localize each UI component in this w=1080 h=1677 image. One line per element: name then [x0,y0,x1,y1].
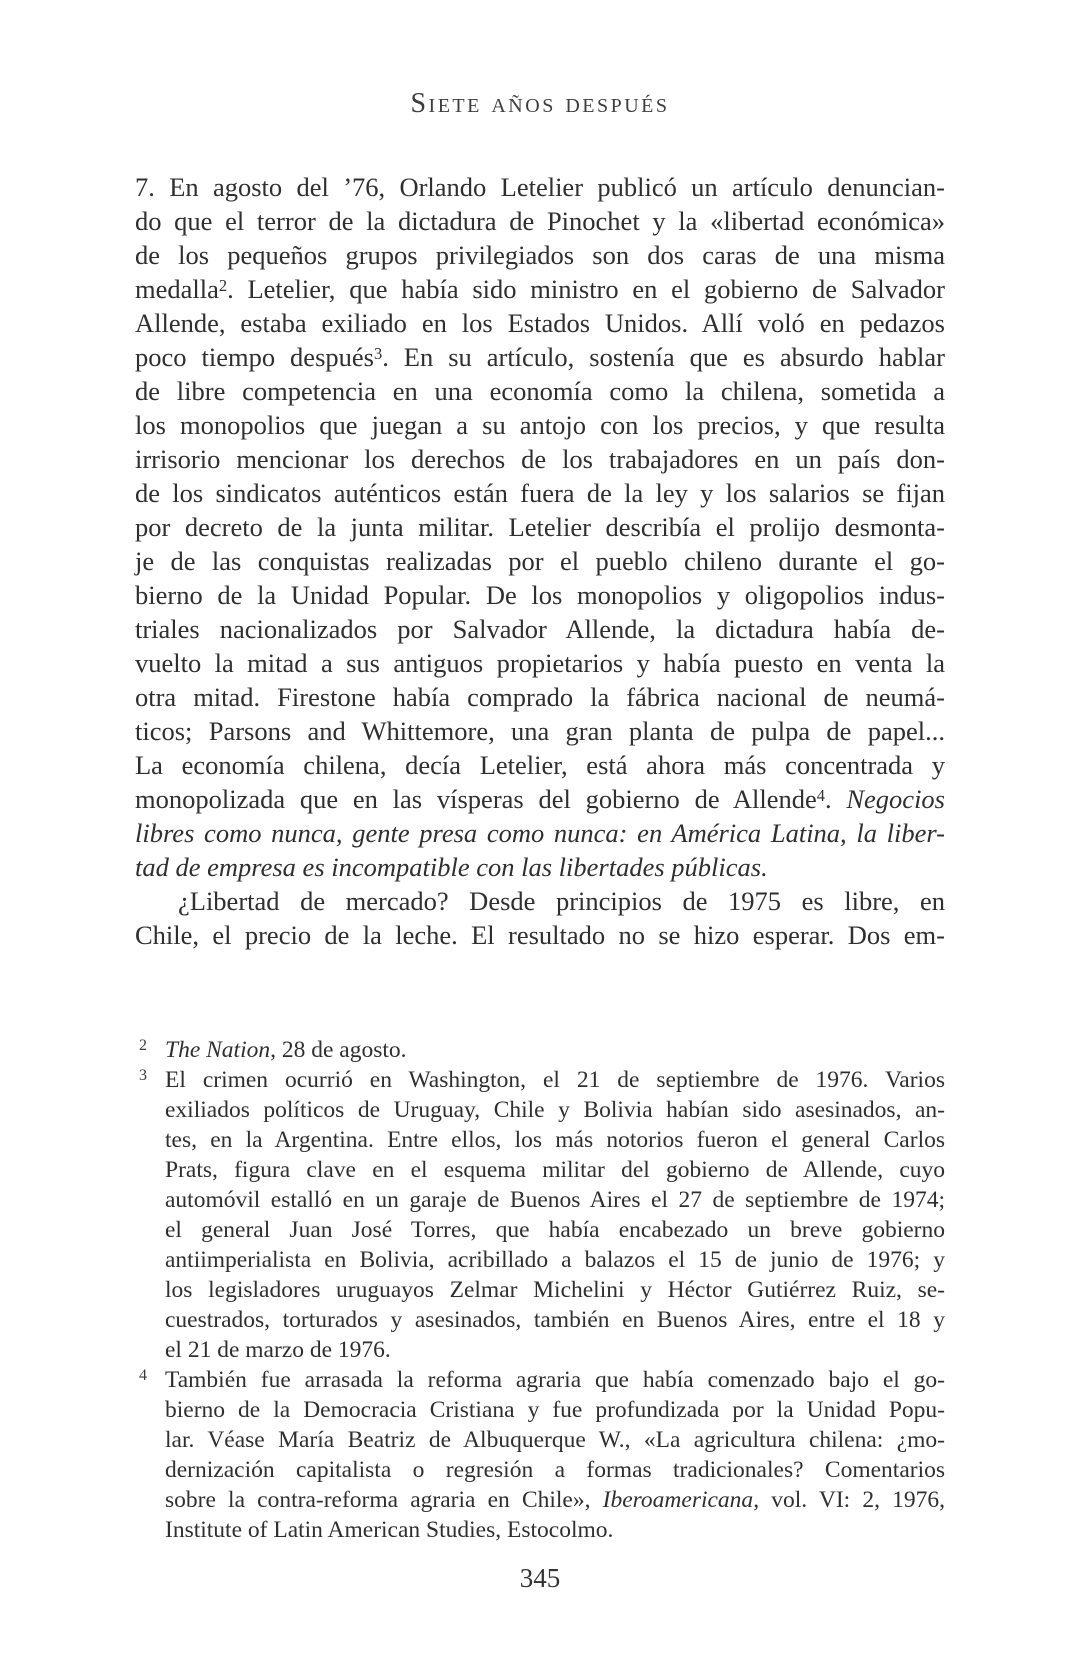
body-line: de los pequeños grupos privilegiados son dos caras de una misma [135,240,945,270]
body-line: irrisorio mencionar los derechos de los trabajadores en un país don- [135,444,945,474]
footnote-4 [135,1365,945,1545]
footnote-line: También fue arrasada la reforma agraria que había comenzado bajo el go- [165,1367,945,1393]
body-line-italic: libres como nunca, gente presa como nunca: en América Latina, la liber- [135,818,945,848]
body-line: los monopolios que juegan a su antojo con los precios, y que resulta [135,410,945,440]
body-line-text: poco tiempo después [135,342,374,372]
body-line: Allende, estaba exiliado en los Estados Unidos. Allí voló en pedazos [135,308,945,338]
body-line: je de las conquistas realizadas por el pueblo chileno durante el go- [135,546,945,576]
body-line: bierno de la Unidad Popular. De los monopolios y oligopolios indus- [135,580,945,610]
body-line-text: medalla [135,274,219,304]
body-line: Chile, el precio de la leche. El resultado no se hizo esperar. Dos em- [135,920,945,950]
footnote-line: dernización capitalista o regresión a formas tradicionales? Comentarios [165,1457,945,1483]
body-line [135,340,945,374]
body-line: ticos; Parsons and Whittemore, una gran planta de pulpa de papel... [135,716,945,746]
body-line: otra mitad. Firestone había comprado la fábrica nacional de neumá- [135,682,945,712]
footnote-line: cuestrados, torturados y asesinados, también en Buenos Aires, entre el 18 y [165,1307,945,1333]
footnote-marker-2: 2 [218,276,228,296]
body-line: vuelto la mitad a sus antiguos propietarios y había puesto en venta la [135,648,945,678]
body-line: de libre competencia en una economía como la chilena, sometida a [135,376,945,406]
body-line: La economía chilena, decía Letelier, está ahora más concentrada y [135,750,945,780]
footnote-line: exiliados políticos de Uruguay, Chile y Bolivia habían sido asesinados, an- [165,1097,945,1123]
footnote-line [165,1485,945,1515]
body-line [135,272,945,306]
body-line: triales nacionalizados por Salvador Allende, la dictadura había de- [135,614,945,644]
footnote-line [165,1035,945,1065]
footnote-line: Institute of Latin American Studies, Estocolmo. [165,1517,614,1543]
footnote-line-text: , 28 de agosto. [270,1037,407,1063]
footnote-line: bierno de la Democracia Cristiana y fue profundizada por la Unidad Popu- [165,1397,945,1423]
footnotes-section [135,1035,945,1545]
footnote-line-text: sobre la contra-reforma agraria en Chile», [165,1487,603,1513]
body-line-text: . [824,784,847,814]
footnote-citation-italic: The Nation [165,1037,271,1063]
body-line-text: . En su artículo, sostenía que es absurdo hablar [382,342,945,372]
footnote-line: El crimen ocurrió en Washington, el 21 de septiembre de 1976. Varios [165,1067,945,1093]
main-text [135,170,945,952]
footnote-body [165,1065,945,1365]
footnote-number: 2 [139,1037,147,1054]
footnote-2 [135,1035,945,1065]
footnote-number: 4 [139,1367,147,1384]
footnote-line: tes, en la Argentina. Entre ellos, los más notorios fueron el general Carlos [165,1127,945,1153]
footnote-body [165,1365,945,1545]
footnote-line: el general Juan José Torres, que había encabezado un breve gobierno [165,1217,945,1243]
body-line: 7. En agosto del ’76, Orlando Letelier publicó un artículo denuncian- [135,172,945,202]
body-line-italic: tad de empresa es incompatible con las libertades públicas. [135,852,768,882]
footnote-line: lar. Véase María Beatriz de Albuquerque W., «La agricultura chilena: ¿mo- [165,1427,945,1453]
footnote-line-text: , vol. VI: 2, 1976, [753,1487,945,1513]
body-line-paragraph-start: ¿Libertad de mercado? Desde principios de 1975 es libre, en [178,886,945,916]
body-line-text: monopolizada que en las vísperas del gobierno de Allende [135,784,817,814]
italic-passage-start: Negocios [846,784,945,814]
body-line: por decreto de la junta militar. Letelier describía el prolijo desmonta- [135,512,945,542]
body-line [135,782,945,816]
footnote-body [165,1035,945,1065]
body-line: do que el terror de la dictadura de Pinochet y la «libertad económica» [135,206,945,236]
body-line-text: . Letelier, que había sido ministro en el gobierno de Salvador [227,274,945,304]
body-line: de los sindicatos auténticos están fuera de la ley y los salarios se fijan [135,478,945,508]
footnote-line: los legisladores uruguayos Zelmar Michelini y Héctor Gutiérrez Ruiz, se- [165,1277,945,1303]
footnote-number: 3 [139,1067,147,1084]
footnote-3 [135,1065,945,1365]
footnote-line: el 21 de marzo de 1976. [165,1337,391,1363]
footnote-marker-3: 3 [373,344,383,364]
footnote-line: antiimperialista en Bolivia, acribillado a balazos el 15 de junio de 1976; y [165,1247,945,1273]
footnote-marker-4: 4 [816,786,825,806]
running-header: Siete años después [410,88,670,119]
footnote-line: Prats, figura clave en el esquema militar del gobierno de Allende, cuyo [165,1157,945,1183]
footnote-citation-italic: Iberoamericana [602,1487,754,1513]
footnote-line: automóvil estalló en un garaje de Buenos Aires el 27 de septiembre de 1974; [165,1187,945,1213]
page-number: 345 [519,1563,561,1593]
